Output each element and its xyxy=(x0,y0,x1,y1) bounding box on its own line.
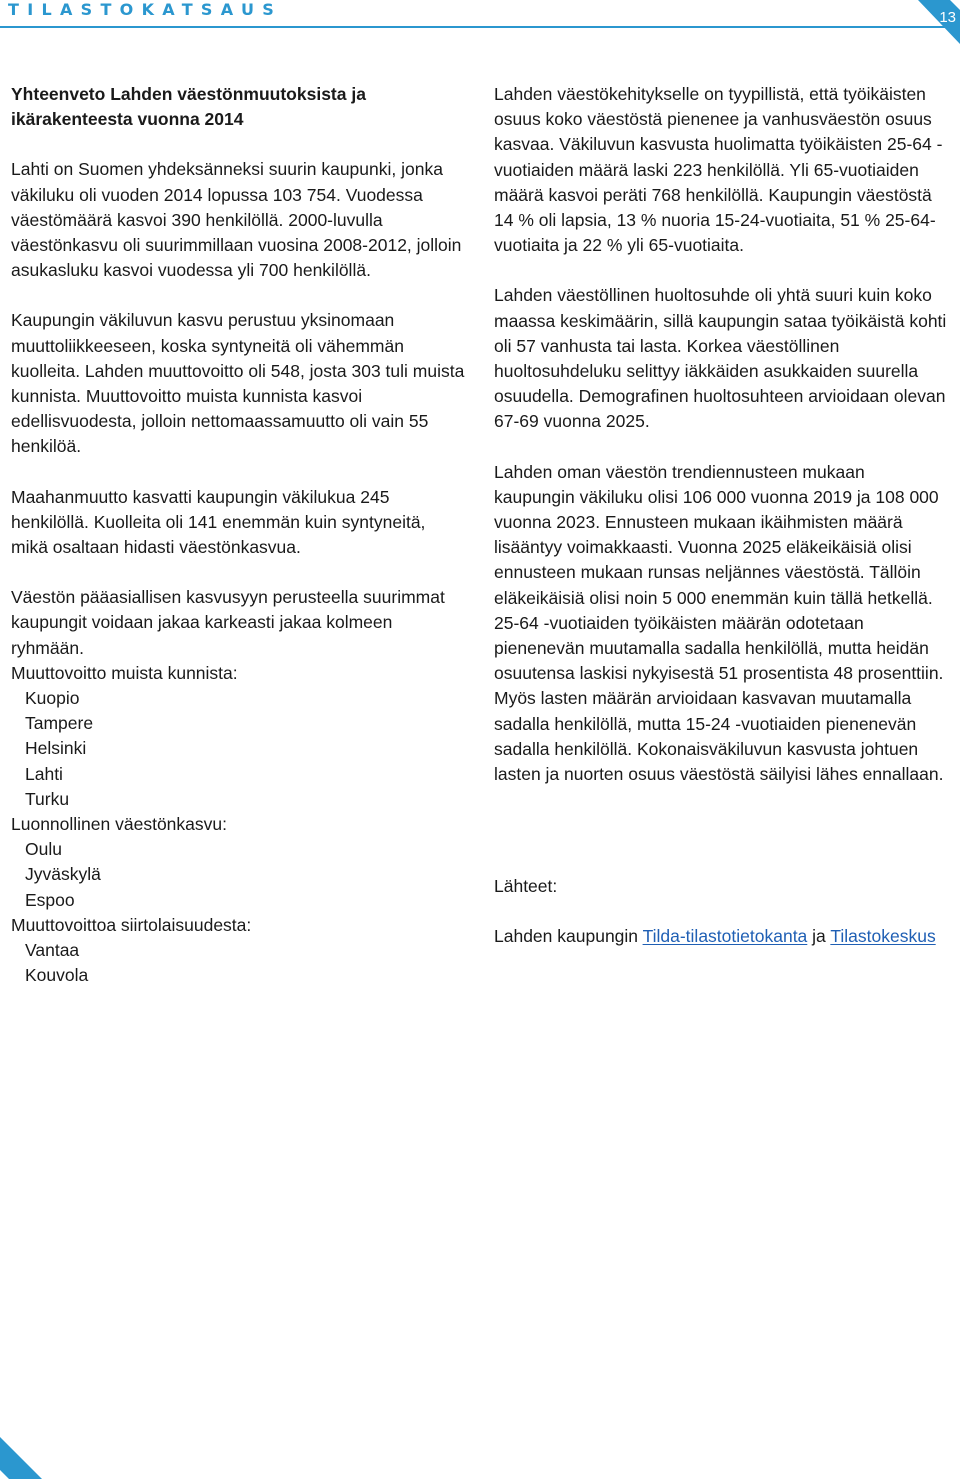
paragraph-city-groups: Väestön pääasiallisen kasvusyyn perusteella suurimmat kaupungit voidaan jakaa karkeasti jakaa kolmeen ryhmään. xyxy=(11,587,445,658)
list-item: Lahti xyxy=(25,763,63,784)
list-item: Jyväskylä xyxy=(25,864,101,885)
list-item: Oulu xyxy=(25,839,62,860)
sources-label: Lähteet: xyxy=(494,876,558,897)
list-item: Kuopio xyxy=(25,688,80,709)
section-heading: Yhteenveto Lahden väestönmuutoksista ja ikärakenteesta vuonna 2014 xyxy=(11,84,366,130)
list-item: Tampere xyxy=(25,713,94,734)
paragraph-population: Lahti on Suomen yhdeksänneksi suurin kaupunki, jonka väkiluku oli vuoden 2014 lopussa 103 754. Vuodessa väestömäärä kasvoi 390 henkilöllä. 2000-luvulla väestönkasvu oli suurimmillaan vuosina 2008-2012, jolloin asukasluku kasvoi vuodessa yli 700 henkilöllä. xyxy=(11,159,462,281)
statistics-finland-link[interactable]: Tilastokeskus xyxy=(830,926,936,947)
group-list-domestic-migration xyxy=(11,686,466,812)
bottom-corner-notch xyxy=(0,1470,9,1479)
group-label-emigration: Muuttovoittoa siirtolaisuudesta: xyxy=(11,914,252,935)
spacer xyxy=(494,787,950,874)
sources-line xyxy=(494,924,950,949)
paragraph-age-structure: Lahden väestökehitykselle on tyypillistä, että työikäisten osuus koko väestöstä pienenee ja vanhusväestön osuus kasvaa. Väkiluvun kasvusta huolimatta työikäisten 25-64 -vuotiaiden määrä laski 223 henkilöllä. Yli 65-vuotiaiden määrä kasvoi peräti 768 henkilöllä. Kaupungin väestöstä 14 % oli lapsia, 13 % nuoria 15-24-vuotiaita, 51 % 25-64-vuotiaita ja 22 % yli 65-vuotiaita. xyxy=(494,84,943,256)
list-item: Vantaa xyxy=(25,940,80,961)
tilda-database-link[interactable]: Tilda-tilastotietokanta xyxy=(642,926,808,947)
sources-conjunction: ja xyxy=(812,926,826,947)
page-number: 13 xyxy=(939,9,956,26)
group-list-emigration xyxy=(11,938,466,988)
paragraph-forecast: Lahden oman väestön trendiennusteen mukaan kaupungin väkiluku olisi 106 000 vuonna 2019 ja 108 000 vuonna 2023. Ennusteen mukaan ikäihmisten määrä lisääntyy voimakkaasti. Vuonna 2025 eläkeikäisiä olisi ennusteen mukaan runsas neljännes väestöstä. Tällöin eläkeikäisiä olisi noin 5 000 enemmän kuin tällä hetkellä. 25-64 -vuotiaiden työikäisten määrän odotetaan pienenevän muutamalla sadalla henkilöllä, mutta heidän osuutensa laskisi nykyisestä 51 prosentista 48 prosenttiin. Myös lasten määrän arvioidaan kasvavan muutamalla sadalla henkilöllä, mutta 15-24 -vuotiaiden pienenevän sadalla henkilöllä. Kokonaisväkiluvun kasvusta johtuen lasten ja nuorten osuus väestöstä säilyisi lähes ennallaan. xyxy=(494,461,944,785)
right-column xyxy=(494,82,950,950)
list-item: Helsinki xyxy=(25,738,87,759)
list-item: Kouvola xyxy=(25,965,89,986)
list-item: Espoo xyxy=(25,889,75,910)
sources-prefix: Lahden kaupungin xyxy=(494,926,639,947)
paragraph-migration: Kaupungin väkiluvun kasvu perustuu yksinomaan muuttoliikkeeseen, koska syntyneitä oli vähemmän kuolleita. Lahden muuttovoitto oli 548, josta 303 tuli muista kunnista. Muuttovoitto muista kunnista kasvoi edellisvuodesta, jolloin nettomaassamuutto oli vain 55 henkilöä. xyxy=(11,310,465,457)
list-item: Turku xyxy=(25,788,70,809)
group-list-natural-growth xyxy=(11,837,466,913)
group-label-domestic-migration: Muuttovoitto muista kunnista: xyxy=(11,662,238,683)
left-column xyxy=(11,82,466,989)
paragraph-dependency-ratio: Lahden väestöllinen huoltosuhde oli yhtä suuri kuin koko maassa keskimäärin, sillä kaupungin sataa työikäistä kohti oli 57 vanhusta tai lasta. Korkea väestöllinen huoltosuhdeluku selittyy iäkkäiden asukkaiden suurella osuudella. Demografinen huoltosuhteen arvioidaan olevan 67-69 vuonna 2025. xyxy=(494,285,947,432)
report-series-title: TILASTOKATSAUS xyxy=(8,0,283,19)
header-divider xyxy=(0,26,960,28)
group-label-natural-growth: Luonnollinen väestönkasvu: xyxy=(11,814,227,835)
paragraph-immigration: Maahanmuutto kasvatti kaupungin väkilukua 245 henkilöllä. Kuolleita oli 141 enemmän kuin syntyneitä, mikä osaltaan hidasti väestönkasvua. xyxy=(11,486,426,558)
